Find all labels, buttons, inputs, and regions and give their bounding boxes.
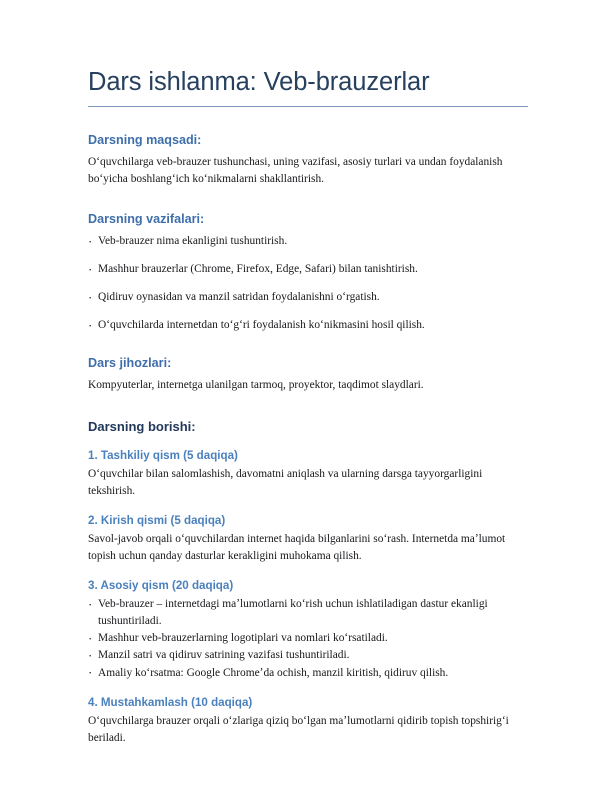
lesson-step-1: [88, 448, 528, 500]
lesson-step-2: [88, 513, 528, 565]
step-heading-asosiy: 3. Asosiy qism (20 daqiqa): [88, 579, 234, 593]
section-heading-borishi: Darsning borishi:: [88, 419, 196, 435]
step-body-mustahkamlash: Oʻquvchilarga brauzer orqali oʻzlariga qiziq boʻlgan maʼlumotlarni qidirib topish topshirigʻi beriladi.: [88, 714, 509, 744]
list-item: · Mashhur veb-brauzerlarning logotiplari va nomlari koʻrsatiladi.: [88, 630, 528, 647]
list-item: · Amaliy koʻrsatma: Google Chromeʼda ochish, manzil kiritish, qidiruv qilish.: [88, 665, 528, 682]
step-heading-kirish: 2. Kirish qismi (5 daqiqa): [88, 513, 226, 527]
list-item: · Mashhur brauzerlar (Chrome, Firefox, Edge, Safari) bilan tanishtirish.: [88, 261, 528, 278]
asosiy-list: [88, 596, 528, 682]
list-item: · Veb-brauzer – internetdagi maʼlumotlarni koʻrish uchun ishlatiladigan dastur ekanligi tushuntiriladi.: [88, 596, 528, 630]
section-body-maqsadi: Oʻquvchilarga veb-brauzer tushunchasi, uning vazifasi, asosiy turlari va undan foydalanish boʻyicha boshlangʻich koʻnikmalarni shakllantirish.: [88, 156, 503, 186]
list-item: · Manzil satri va qidiruv satrining vazifasi tushuntiriladi.: [88, 647, 528, 664]
section-borishi: [88, 419, 528, 747]
step-heading-tashkiliy: 1. Tashkiliy qism (5 daqiqa): [88, 448, 238, 462]
section-body-jihozlari: Kompyuterlar, internetga ulanilgan tarmoq, proyektor, taqdimot slaydlari.: [88, 379, 424, 392]
list-item: · Veb-brauzer nima ekanligini tushuntirish.: [88, 233, 528, 250]
section-heading-jihozlari: Dars jihozlari:: [88, 356, 172, 371]
step-body-kirish: Savol-javob orqali oʻquvchilardan internet haqida bilganlarini soʻrash. Internetda maʼlumot topish uchun qanday dasturlar kerakligini muhokama qilish.: [88, 532, 506, 562]
vazifalari-list: [88, 233, 528, 334]
step-heading-mustahkamlash: 4. Mustahkamlash (10 daqiqa): [88, 695, 253, 709]
section-heading-maqsadi: Darsning maqsadi:: [88, 133, 202, 148]
lesson-step-3: [88, 578, 528, 682]
section-vazifalari: [88, 212, 528, 334]
section-maqsadi: [88, 133, 528, 188]
lesson-step-4: [88, 695, 528, 747]
page-title: Dars ishlanma: Veb-brauzerlar: [88, 68, 430, 96]
title-divider: [88, 106, 528, 107]
step-body-tashkiliy: Oʻquvchilar bilan salomlashish, davomatni aniqlash va ularning darsga tayyorgarligini tekshirish.: [88, 467, 483, 497]
list-item: · Oʻquvchilarda internetdan toʻgʻri foydalanish koʻnikmasini hosil qilish.: [88, 317, 528, 334]
section-jihozlari: [88, 356, 528, 394]
list-item: · Qidiruv oynasidan va manzil satridan foydalanishni oʻrgatish.: [88, 289, 528, 306]
section-heading-vazifalari: Darsning vazifalari:: [88, 212, 205, 227]
